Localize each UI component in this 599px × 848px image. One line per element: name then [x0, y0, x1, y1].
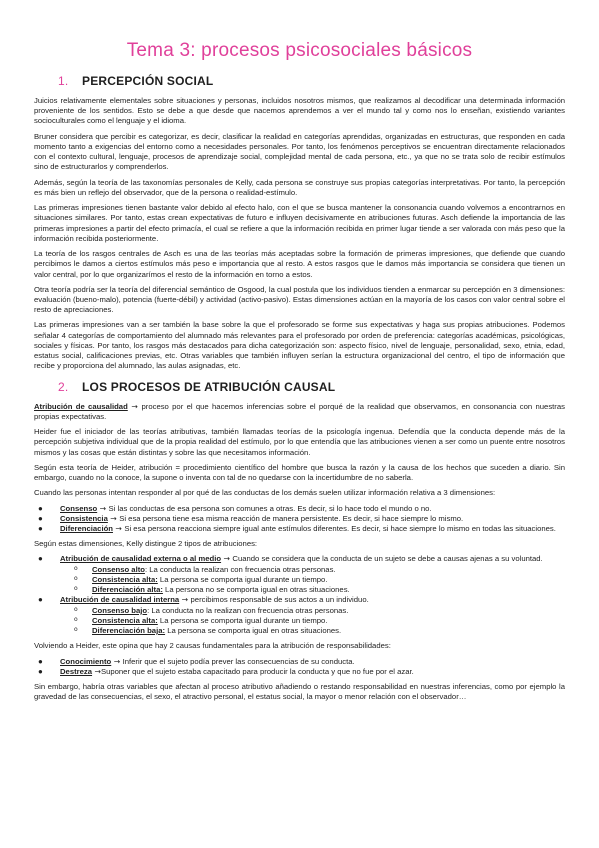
page-title: Tema 3: procesos psicosociales básicos: [126, 40, 473, 61]
causes-list: [34, 657, 565, 677]
paragraph-definition: [34, 402, 565, 422]
term: Consenso bajo: [92, 605, 148, 615]
paragraph: La teoría de los rasgos centrales de Asch es una de las teorías más aceptadas sobre la formación de primeras impresiones, que defiende que cuando percibimos le damos a ciertos estímulos más peso e importancia que al resto. A estos rasgos que le damos más importancia se considera que tienen un valor central, por lo que organizarímos el resto de la información en torno a estos.: [34, 249, 565, 279]
bullet: o: [74, 574, 78, 582]
sub-list-item: [34, 626, 565, 636]
arrow: →: [97, 503, 109, 513]
term: Consenso: [60, 503, 98, 513]
item-text: : La conducta la realizan con frecuencia otras personas.: [144, 564, 336, 574]
section-heading-2: [34, 380, 565, 394]
list-item: [34, 657, 565, 667]
term: Atribución de causalidad externa o al medio: [60, 554, 222, 564]
term: Diferenciación baja:: [92, 626, 166, 636]
list-item: [34, 504, 565, 514]
bullet: o: [74, 564, 78, 572]
arrow: →: [112, 523, 125, 533]
section-number: 1.: [58, 74, 69, 88]
term: Consistencia: [60, 513, 108, 523]
bullet: ●: [38, 554, 43, 564]
term: Conocimiento: [60, 656, 112, 666]
bullet: ●: [38, 513, 43, 523]
section-title: PERCEPCIÓN SOCIAL: [82, 74, 214, 88]
arrow: →: [92, 666, 101, 676]
term: Atribución de causalidad: [34, 401, 128, 411]
bullet: ●: [38, 656, 43, 666]
section-heading-1: [34, 74, 565, 88]
sub-list-item: [34, 565, 565, 575]
item-text: Suponer que el sujeto estaba capacitado para producir la conducta y que no fue por el azar.: [100, 666, 414, 676]
paragraph: Según esta teoría de Heider, atribución = procedimiento científico del hombre que busca la razón y la causa de los hechos que suceden a diario. Sin embargo, cuando no la conoce, la supone o inventa con tal de no quedarse con la incertidumbre de no saberla.: [34, 462, 565, 483]
paragraph: Volviendo a Heider, este opina que hay 2 causas fundamentales para la atribución de responsabilidades:: [34, 641, 391, 651]
item-text: La persona se comporta igual durante un tiempo.: [157, 574, 328, 584]
list-item: [34, 554, 565, 564]
item-text: percibimos responsable de sus actos a un individuo.: [190, 595, 369, 605]
item-text: La persona se comporta igual durante un tiempo.: [157, 615, 328, 625]
item-text: La persona no se comporta igual en otras situaciones.: [162, 585, 350, 595]
bullet: ●: [38, 523, 43, 533]
paragraph: Heider fue el iniciador de las teorías atributivas, también llamadas teorías de la psicología ingenua. Defendía que la conducta depende más de la percepción subjetiva individual que de la propia realidad del estímulo, por lo que entendía que las atribuciones vienen a ser como un puente entre nosotros mismos y las cosas que están distintas y sobre las que necesitamos información.: [34, 427, 565, 457]
arrow: →: [111, 656, 123, 666]
paragraph: Juicios relativamente elementales sobre situaciones y personas, incluidos nosotros mismos, que realizamos al decodificar una determinada información proveniente de los sentidos. Esto se debe a que desde que nacemos aprendemos a ver el mundo tal y como nos lo enseñan, existiendo variantes socioculturales como el lenguaje y el idioma.: [34, 96, 565, 126]
bullet: o: [74, 626, 78, 634]
list-item: [34, 514, 565, 524]
bullet: ●: [38, 503, 43, 513]
list-item: [34, 667, 565, 677]
term: Diferenciación: [60, 523, 113, 533]
term: Consistencia alta:: [92, 615, 158, 625]
paragraph: Bruner considera que percibir es categorizar, es decir, clasificar la realidad en categorías aprendidas, organizadas en estructuras, que responden en cada momento tanto a exigencias del entorno como a necesidades personales. Por tanto, los fenómenos perceptivos se encuentran directamente relacionados con el contexto cultural, lenguaje, procesos de aprendizaje social, complejidad mental de cada persona, etc., ya que no se trata solo de recibir estímulos sino de estructurarlos y comprenderlos.: [34, 131, 565, 172]
attribution-types-list: [34, 554, 565, 636]
dimensions-list: [34, 504, 565, 535]
section-title: LOS PROCESOS DE ATRIBUCIÓN CAUSAL: [82, 379, 336, 394]
list-item: [34, 524, 565, 534]
item-text: Cuando se considera que la conducta de un sujeto se debe a causas ajenas a su voluntad.: [232, 554, 543, 564]
item-text: La persona se comporta igual en otras situaciones.: [165, 626, 342, 636]
term: Destreza: [60, 666, 93, 676]
arrow: →: [107, 513, 120, 523]
term: Consistencia alta:: [92, 574, 158, 584]
bullet: o: [74, 615, 78, 623]
arrow: →: [179, 595, 191, 605]
paragraph: Sin embargo, habría otras variables que afectan al proceso atributivo añadiendo o restando responsabilidad en nuestras inferencias, como por ejemplo la gravedad de las consecuencias, el sexo, el atractivo personal, el estatus social, la mayor o menor relación con el observador…: [34, 682, 565, 702]
sub-list-item: [34, 585, 565, 595]
item-text: Si esa persona reacciona siempre igual ante estímulos diferentes. Es decir, si hace siempre lo mismo en todas las situaciones.: [124, 523, 556, 533]
paragraph: Cuando las personas intentan responder al por qué de las conductas de los demás suelen utilizar información relativa a 3 dimensiones:: [34, 488, 496, 498]
bullet: o: [74, 605, 78, 613]
section-number: 2.: [58, 379, 69, 394]
item-text: Inferir que el sujeto podía prever las consecuencias de su conducta.: [122, 656, 355, 666]
definition-text: proceso por el que hacemos inferencias sobre el porqué de la realidad que observamos, en consonancia con nuestras propias expectativas.: [34, 401, 565, 421]
paragraph: Las primeras impresiones van a ser también la base sobre la que el profesorado se forme sus expectativas y haga sus propias atribuciones. Podemos señalar 4 categorías de comportamiento del alumnado más relevantes para el profesorado por orden de preferencia: categorías académicas, psicológicas, sociales y físicas. Por tanto, los rasgos más destacados para dicha categorización son: aspecto físico, nivel de lenguaje, personalidad, sexo, etnia, edad, estatus social, calificaciones previas, etc. Otras variables que también influyen serían la estructura organizacional del centro, el tipo de información que recibe y proporciona del alumnado, las aulas asignadas, etc.: [34, 320, 565, 371]
sub-list-item: [34, 616, 565, 626]
arrow: →: [127, 401, 142, 411]
bullet: ●: [38, 666, 43, 676]
item-text: : La conducta no la realizan con frecuencia otras personas.: [147, 605, 349, 615]
item-text: Si esa persona tiene esa misma reacción de manera persistente. Es decir, si hace siempre lo mismo.: [119, 513, 464, 523]
item-text: Si las conductas de esa persona son comunes a otras. Es decir, si lo hace todo el mundo o no.: [108, 503, 432, 513]
bullet: ●: [38, 595, 43, 605]
sub-list-item: [34, 575, 565, 585]
list-item: [34, 595, 565, 605]
sub-list-item: [34, 606, 565, 616]
paragraph: Además, según la teoría de las taxonomías personales de Kelly, cada persona se construye sus propias categorías interpretativas. Por tanto, la percepción es más bien un reflejo del observador, que de la persona o realidad-estímulo.: [34, 177, 565, 197]
arrow: →: [221, 554, 233, 564]
bullet: o: [74, 585, 78, 593]
paragraph: Las primeras impresiones tienen bastante valor debido al efecto halo, con el que se busca mantener la consonancia cuando volvemos a encontrarnos en situaciones similares. Por tanto, estas crean expectativas de futuro e influyen decisivamente en atribuciones futuras. Asch defiende la importancia de las primeras impresiones a partir del efecto primacía, el cual se refiere a que la información recibida en primer lugar tiende a ser valorada con más peso que la información recibida posteriormente.: [34, 203, 565, 243]
paragraph: Otra teoría podría ser la teoría del diferencial semántico de Osgood, la cual postula que los individuos tienden a enmarcar su percepción en 3 dimensiones: evaluación (bueno-malo), potencia (fuerte-débil) y actividad (activo-pasivo). Estas dimensiones actúan en la mayoría de los casos con valor central sobre el resto de apreciaciones.: [34, 284, 565, 315]
paragraph: Según estas dimensiones, Kelly distingue 2 tipos de atribuciones:: [34, 539, 258, 549]
term: Atribución de causalidad interna: [60, 595, 180, 605]
term: Consenso alto: [92, 564, 145, 574]
term: Diferenciación alta:: [92, 585, 163, 595]
